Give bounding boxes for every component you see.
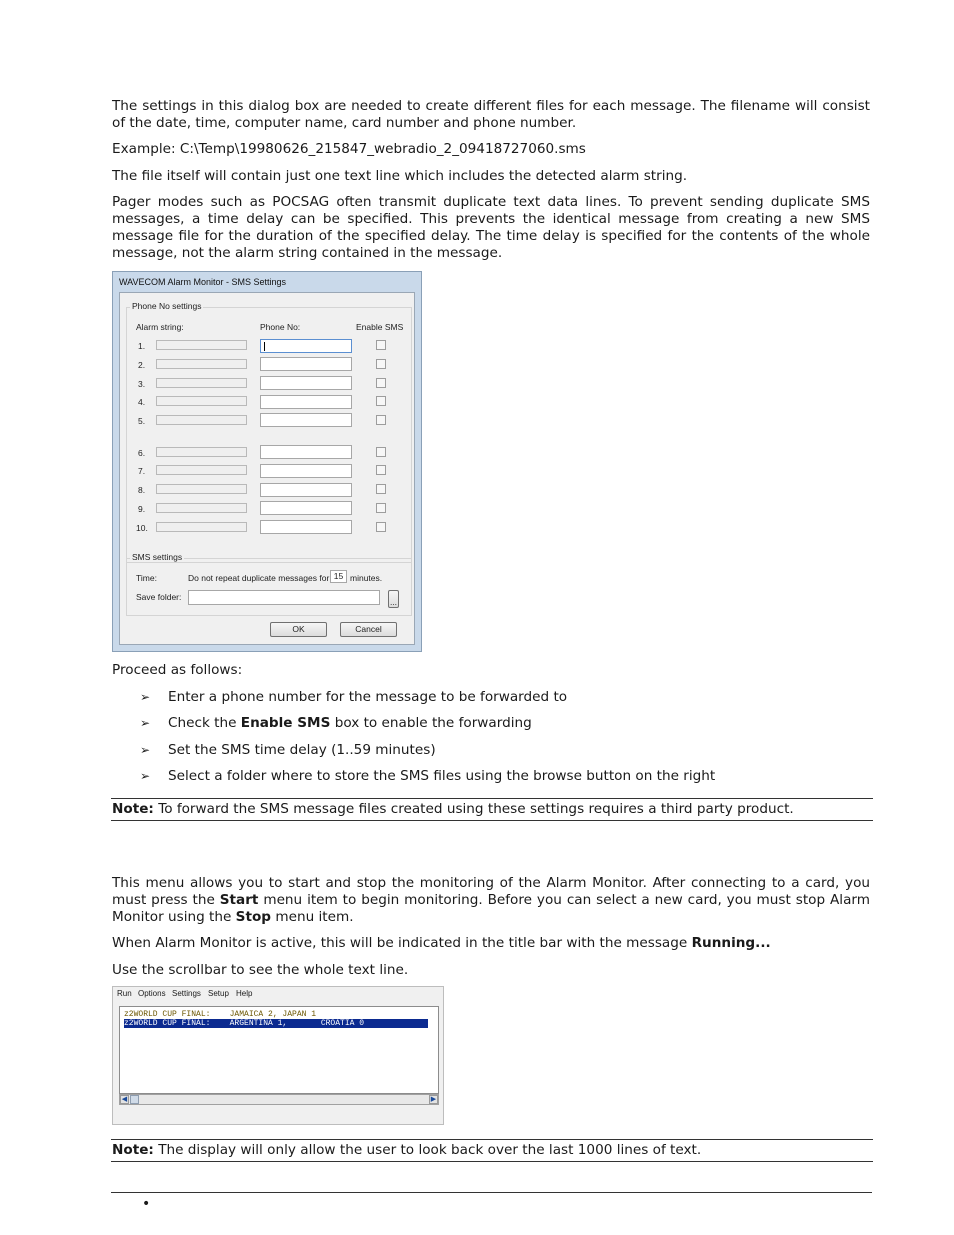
alarm-string-field-5 [156,415,247,425]
save-folder-label: Save folder: [136,592,182,602]
row-number: 5. [138,416,146,426]
save-folder-input[interactable] [188,590,380,605]
menu-help[interactable]: Help [236,989,253,998]
intro-example: Example: C:\Temp\19980626_215847_webradio_2_09418727060.sms [112,141,586,157]
enable-sms-checkbox-1[interactable] [376,340,386,350]
note-text: To forward the SMS message files created using these settings requires a third party product. [153,801,794,817]
time-label: Time: [136,573,157,583]
alarm-monitor-window [112,986,444,1125]
scroll-left-icon[interactable]: ◀ [121,1096,128,1103]
running-status-ref: Running... [691,935,771,951]
browse-folder-button[interactable]: ... [388,590,399,608]
ok-button[interactable]: OK [270,622,327,637]
phone-settings-group-label: Phone No settings [132,301,202,311]
footer-bullet: • [142,1196,151,1212]
phone-no-input-8[interactable] [260,483,352,497]
enable-sms-checkbox-2[interactable] [376,359,386,369]
enable-sms-checkbox-7[interactable] [376,465,386,475]
text-part: menu item to begin monitoring. Before you can select a new card, you must stop Alarm Monitor using the [112,892,870,925]
run-menu-paragraph [112,875,870,926]
enable-sms-checkbox-9[interactable] [376,503,386,513]
menu-settings[interactable]: Settings [172,989,201,998]
alarm-line-selected: z2WORLD CUP FINAL: ARGENTINA 1, CROATIA 0 [124,1019,428,1028]
enable-sms-checkbox-5[interactable] [376,415,386,425]
phone-no-column-header: Phone No: [260,322,301,332]
alarm-line: z2WORLD CUP FINAL: JAMAICA 2, JAPAN 1 [124,1010,317,1019]
row-number: 4. [138,397,146,407]
text-caret [264,342,265,351]
scrollbar-paragraph: Use the scrollbar to see the whole text line. [112,962,409,978]
note-text: The display will only allow the user to look back over the last 1000 lines of text. [153,1142,702,1158]
start-menu-item-ref: Start [219,892,259,908]
note-label: Note: [112,1142,154,1158]
menu-run[interactable]: Run [117,989,132,998]
alarm-string-field-8 [156,484,247,494]
alarm-string-field-4 [156,396,247,406]
alarm-text-display[interactable] [119,1006,439,1094]
horizontal-scrollbar[interactable] [119,1094,439,1105]
step-text-part: Check the [168,715,241,731]
row-number: 3. [138,379,146,389]
running-indicator-paragraph [112,935,870,952]
stop-menu-item-ref: Stop [235,909,272,925]
alarm-string-field-7 [156,465,247,475]
phone-no-input-1[interactable] [260,339,352,353]
phone-no-input-7[interactable] [260,464,352,478]
cancel-button[interactable]: Cancel [340,622,397,637]
phone-no-input-2[interactable] [260,357,352,371]
dialog-body [119,292,415,645]
footer-rule [111,1192,872,1193]
enable-sms-checkbox-8[interactable] [376,484,386,494]
alarm-string-column-header: Alarm string: [136,322,184,332]
alarm-string-field-9 [156,503,247,513]
alarm-string-field-1 [156,340,247,350]
alarm-string-field-3 [156,378,247,388]
dialog-title: WAVECOM Alarm Monitor - SMS Settings [119,277,287,287]
enable-sms-checkbox-4[interactable] [376,396,386,406]
phone-no-input-5[interactable] [260,413,352,427]
phone-no-input-6[interactable] [260,445,352,459]
note-label: Note: [112,801,154,817]
scroll-thumb[interactable] [130,1095,139,1104]
repeat-duplicates-label: Do not repeat duplicate messages for [188,573,330,583]
sms-settings-group [126,558,412,616]
alarm-string-field-6 [156,447,247,457]
enable-sms-checkbox-10[interactable] [376,522,386,532]
phone-no-input-9[interactable] [260,501,352,515]
arrow-bullet-icon: ➢ [140,769,151,783]
step-text: Select a folder where to store the SMS files using the browse button on the right [168,768,716,784]
step-text: Enter a phone number for the message to be forwarded to [168,689,568,705]
proceed-heading: Proceed as follows: [112,662,243,678]
step-text: Set the SMS time delay (1..59 minutes) [168,742,436,758]
row-number: 8. [138,485,146,495]
arrow-bullet-icon: ➢ [140,690,151,704]
text-part: This menu allows you to start and stop the monitoring of the Alarm Monitor. After connecting to a card, you must press the [112,875,870,908]
sms-settings-group-label: SMS settings [132,552,183,562]
intro-paragraph-file-content: The file itself will contain just one text line which includes the detected alarm string. [112,168,688,184]
phone-no-input-4[interactable] [260,395,352,409]
menu-setup[interactable]: Setup [208,989,229,998]
phone-no-input-3[interactable] [260,376,352,390]
step-text-part: box to enable the forwarding [330,715,532,731]
text-part: menu item. [271,909,354,925]
minutes-label: minutes. [350,573,383,583]
enable-sms-column-header: Enable SMS [356,322,404,332]
row-number: 1. [138,341,146,351]
row-number: 7. [138,466,146,476]
menu-options[interactable]: Options [138,989,166,998]
alarm-string-field-10 [156,522,247,532]
row-number: 10. [136,523,148,533]
note-third-party [111,798,873,821]
row-number: 9. [138,504,146,514]
row-number: 6. [138,448,146,458]
arrow-bullet-icon: ➢ [140,743,151,757]
enable-sms-checkbox-3[interactable] [376,378,386,388]
arrow-bullet-icon: ➢ [140,716,151,730]
note-display-limit [111,1139,873,1162]
phone-no-input-10[interactable] [260,520,352,534]
sms-settings-dialog [112,271,422,652]
intro-paragraph-filename: The settings in this dialog box are needed to create different files for each message. The filename will consist of the date, time, computer name, card number and phone number. [112,98,870,131]
delay-minutes-input[interactable]: 15 [330,570,347,583]
scroll-right-icon[interactable]: ▶ [430,1096,437,1103]
enable-sms-checkbox-6[interactable] [376,447,386,457]
alarm-string-field-2 [156,359,247,369]
row-number: 2. [138,360,146,370]
step-text-bold: Enable SMS [240,715,331,731]
text-part: When Alarm Monitor is active, this will be indicated in the title bar with the message [112,935,692,951]
intro-paragraph-time-delay: Pager modes such as POCSAG often transmit duplicate text data lines. To prevent sending duplicate SMS messages, a time delay can be specified. This prevents the identical message from creating a new SMS message file for the duration of the specified delay. The time delay is specified for the contents of the whole message, not the alarm string contained in the message. [112,194,870,261]
step-text [168,715,532,732]
